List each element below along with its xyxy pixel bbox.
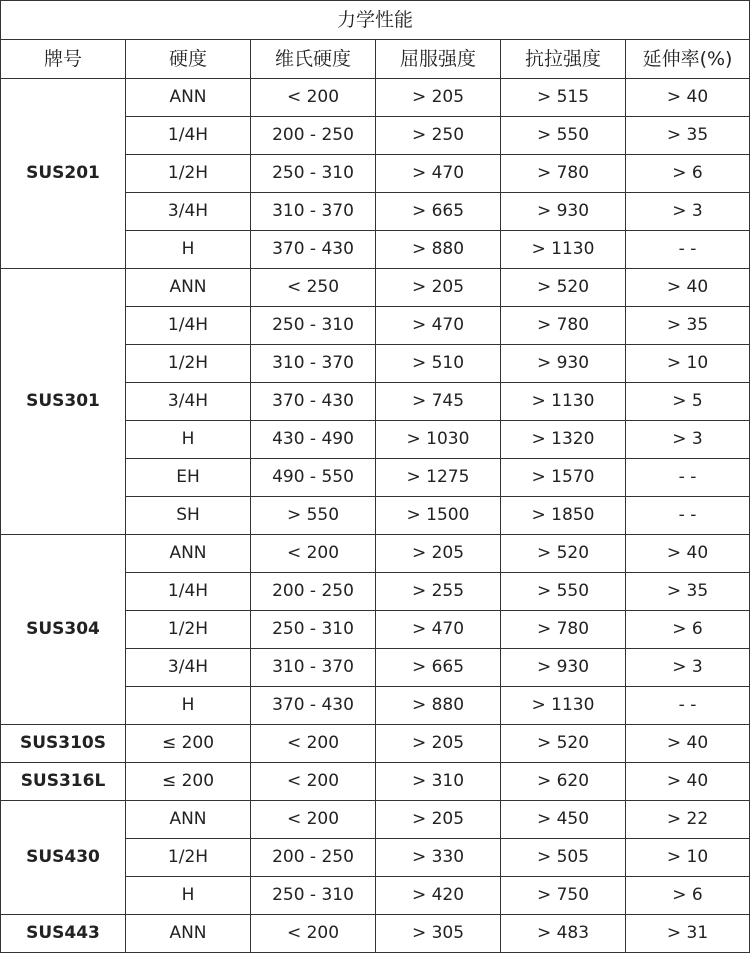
table-row — [1, 763, 750, 801]
yield-cell: > 1500 — [376, 497, 501, 535]
vickers-cell: 250 - 310 — [251, 155, 376, 193]
vickers-cell: 250 - 310 — [251, 611, 376, 649]
tensile-cell: > 515 — [501, 79, 626, 117]
vickers-cell: 490 - 550 — [251, 459, 376, 497]
header-grade: 牌号 — [1, 40, 126, 79]
elongation-cell: > 5 — [626, 383, 750, 421]
hardness-cell: 1/4H — [126, 307, 251, 345]
elongation-cell: > 3 — [626, 649, 750, 687]
yield-cell: > 665 — [376, 193, 501, 231]
vickers-cell: 310 - 370 — [251, 649, 376, 687]
tensile-cell: > 620 — [501, 763, 626, 801]
elongation-cell: > 6 — [626, 877, 750, 915]
yield-cell: > 880 — [376, 231, 501, 269]
table-body — [1, 1, 750, 953]
vickers-cell: 250 - 310 — [251, 877, 376, 915]
grade-cell: SUS304 — [1, 535, 126, 725]
elongation-cell: - - — [626, 459, 750, 497]
tensile-cell: > 450 — [501, 801, 626, 839]
vickers-cell: 250 - 310 — [251, 307, 376, 345]
grade-cell: SUS316L — [1, 763, 126, 801]
tensile-cell: > 520 — [501, 725, 626, 763]
header-vickers-hardness: 维氏硬度 — [251, 40, 376, 79]
hardness-cell: 3/4H — [126, 649, 251, 687]
tensile-cell: > 780 — [501, 611, 626, 649]
vickers-cell: 310 - 370 — [251, 193, 376, 231]
vickers-cell: < 200 — [251, 725, 376, 763]
yield-cell: > 205 — [376, 269, 501, 307]
vickers-cell: > 550 — [251, 497, 376, 535]
yield-cell: > 470 — [376, 611, 501, 649]
yield-cell: > 330 — [376, 839, 501, 877]
yield-cell: > 205 — [376, 79, 501, 117]
elongation-cell: > 40 — [626, 269, 750, 307]
hardness-cell: ANN — [126, 269, 251, 307]
tensile-cell: > 780 — [501, 155, 626, 193]
yield-cell: > 255 — [376, 573, 501, 611]
grade-cell: SUS301 — [1, 269, 126, 535]
hardness-cell: 3/4H — [126, 193, 251, 231]
table-row — [1, 801, 750, 839]
hardness-cell: ANN — [126, 801, 251, 839]
vickers-cell: 370 - 430 — [251, 383, 376, 421]
header-tensile-strength: 抗拉强度 — [501, 40, 626, 79]
table-row — [1, 725, 750, 763]
elongation-cell: > 35 — [626, 307, 750, 345]
table-row — [1, 535, 750, 573]
hardness-cell: 1/2H — [126, 155, 251, 193]
vickers-cell: 370 - 430 — [251, 231, 376, 269]
hardness-cell: H — [126, 877, 251, 915]
elongation-cell: > 3 — [626, 421, 750, 459]
vickers-cell: 430 - 490 — [251, 421, 376, 459]
yield-cell: > 205 — [376, 725, 501, 763]
hardness-cell: 1/2H — [126, 611, 251, 649]
tensile-cell: > 550 — [501, 117, 626, 155]
header-row — [1, 40, 750, 79]
hardness-cell: 3/4H — [126, 383, 251, 421]
tensile-cell: > 1320 — [501, 421, 626, 459]
elongation-cell: > 10 — [626, 345, 750, 383]
elongation-cell: > 40 — [626, 535, 750, 573]
yield-cell: > 1275 — [376, 459, 501, 497]
tensile-cell: > 505 — [501, 839, 626, 877]
yield-cell: > 250 — [376, 117, 501, 155]
table-title: 力学性能 — [1, 1, 750, 40]
tensile-cell: > 750 — [501, 877, 626, 915]
yield-cell: > 310 — [376, 763, 501, 801]
elongation-cell: > 22 — [626, 801, 750, 839]
tensile-cell: > 520 — [501, 269, 626, 307]
hardness-cell: 1/4H — [126, 117, 251, 155]
vickers-cell: 200 - 250 — [251, 573, 376, 611]
vickers-cell: < 250 — [251, 269, 376, 307]
tensile-cell: > 520 — [501, 535, 626, 573]
table-row — [1, 79, 750, 117]
grade-cell: SUS443 — [1, 915, 126, 953]
hardness-cell: H — [126, 687, 251, 725]
header-elongation: 延伸率(%) — [626, 40, 750, 79]
vickers-cell: 200 - 250 — [251, 839, 376, 877]
yield-cell: > 470 — [376, 155, 501, 193]
hardness-cell: 1/2H — [126, 839, 251, 877]
tensile-cell: > 930 — [501, 649, 626, 687]
tensile-cell: > 930 — [501, 345, 626, 383]
tensile-cell: > 780 — [501, 307, 626, 345]
yield-cell: > 745 — [376, 383, 501, 421]
vickers-cell: < 200 — [251, 915, 376, 953]
yield-cell: > 205 — [376, 535, 501, 573]
hardness-cell: H — [126, 421, 251, 459]
tensile-cell: > 1850 — [501, 497, 626, 535]
grade-cell: SUS430 — [1, 801, 126, 915]
yield-cell: > 470 — [376, 307, 501, 345]
grade-cell: SUS201 — [1, 79, 126, 269]
yield-cell: > 305 — [376, 915, 501, 953]
elongation-cell: > 35 — [626, 573, 750, 611]
tensile-cell: > 1130 — [501, 231, 626, 269]
elongation-cell: > 40 — [626, 725, 750, 763]
vickers-cell: 200 - 250 — [251, 117, 376, 155]
elongation-cell: > 6 — [626, 611, 750, 649]
elongation-cell: - - — [626, 231, 750, 269]
vickers-cell: 310 - 370 — [251, 345, 376, 383]
elongation-cell: > 40 — [626, 79, 750, 117]
header-hardness: 硬度 — [126, 40, 251, 79]
tensile-cell: > 483 — [501, 915, 626, 953]
hardness-cell: H — [126, 231, 251, 269]
elongation-cell: > 3 — [626, 193, 750, 231]
hardness-cell: EH — [126, 459, 251, 497]
elongation-cell: > 40 — [626, 763, 750, 801]
hardness-cell: ANN — [126, 79, 251, 117]
yield-cell: > 510 — [376, 345, 501, 383]
elongation-cell: > 10 — [626, 839, 750, 877]
tensile-cell: > 930 — [501, 193, 626, 231]
hardness-cell: ≤ 200 — [126, 763, 251, 801]
vickers-cell: 370 - 430 — [251, 687, 376, 725]
tensile-cell: > 1130 — [501, 687, 626, 725]
table-row — [1, 269, 750, 307]
elongation-cell: > 31 — [626, 915, 750, 953]
yield-cell: > 665 — [376, 649, 501, 687]
yield-cell: > 880 — [376, 687, 501, 725]
title-row — [1, 1, 750, 40]
grade-cell: SUS310S — [1, 725, 126, 763]
vickers-cell: < 200 — [251, 763, 376, 801]
hardness-cell: ≤ 200 — [126, 725, 251, 763]
elongation-cell: > 35 — [626, 117, 750, 155]
hardness-cell: 1/4H — [126, 573, 251, 611]
tensile-cell: > 550 — [501, 573, 626, 611]
tensile-cell: > 1130 — [501, 383, 626, 421]
elongation-cell: - - — [626, 497, 750, 535]
hardness-cell: SH — [126, 497, 251, 535]
vickers-cell: < 200 — [251, 801, 376, 839]
yield-cell: > 1030 — [376, 421, 501, 459]
vickers-cell: < 200 — [251, 535, 376, 573]
yield-cell: > 420 — [376, 877, 501, 915]
elongation-cell: - - — [626, 687, 750, 725]
hardness-cell: 1/2H — [126, 345, 251, 383]
tensile-cell: > 1570 — [501, 459, 626, 497]
hardness-cell: ANN — [126, 915, 251, 953]
yield-cell: > 205 — [376, 801, 501, 839]
hardness-cell: ANN — [126, 535, 251, 573]
table-row — [1, 915, 750, 953]
vickers-cell: < 200 — [251, 79, 376, 117]
header-yield-strength: 屈服强度 — [376, 40, 501, 79]
elongation-cell: > 6 — [626, 155, 750, 193]
